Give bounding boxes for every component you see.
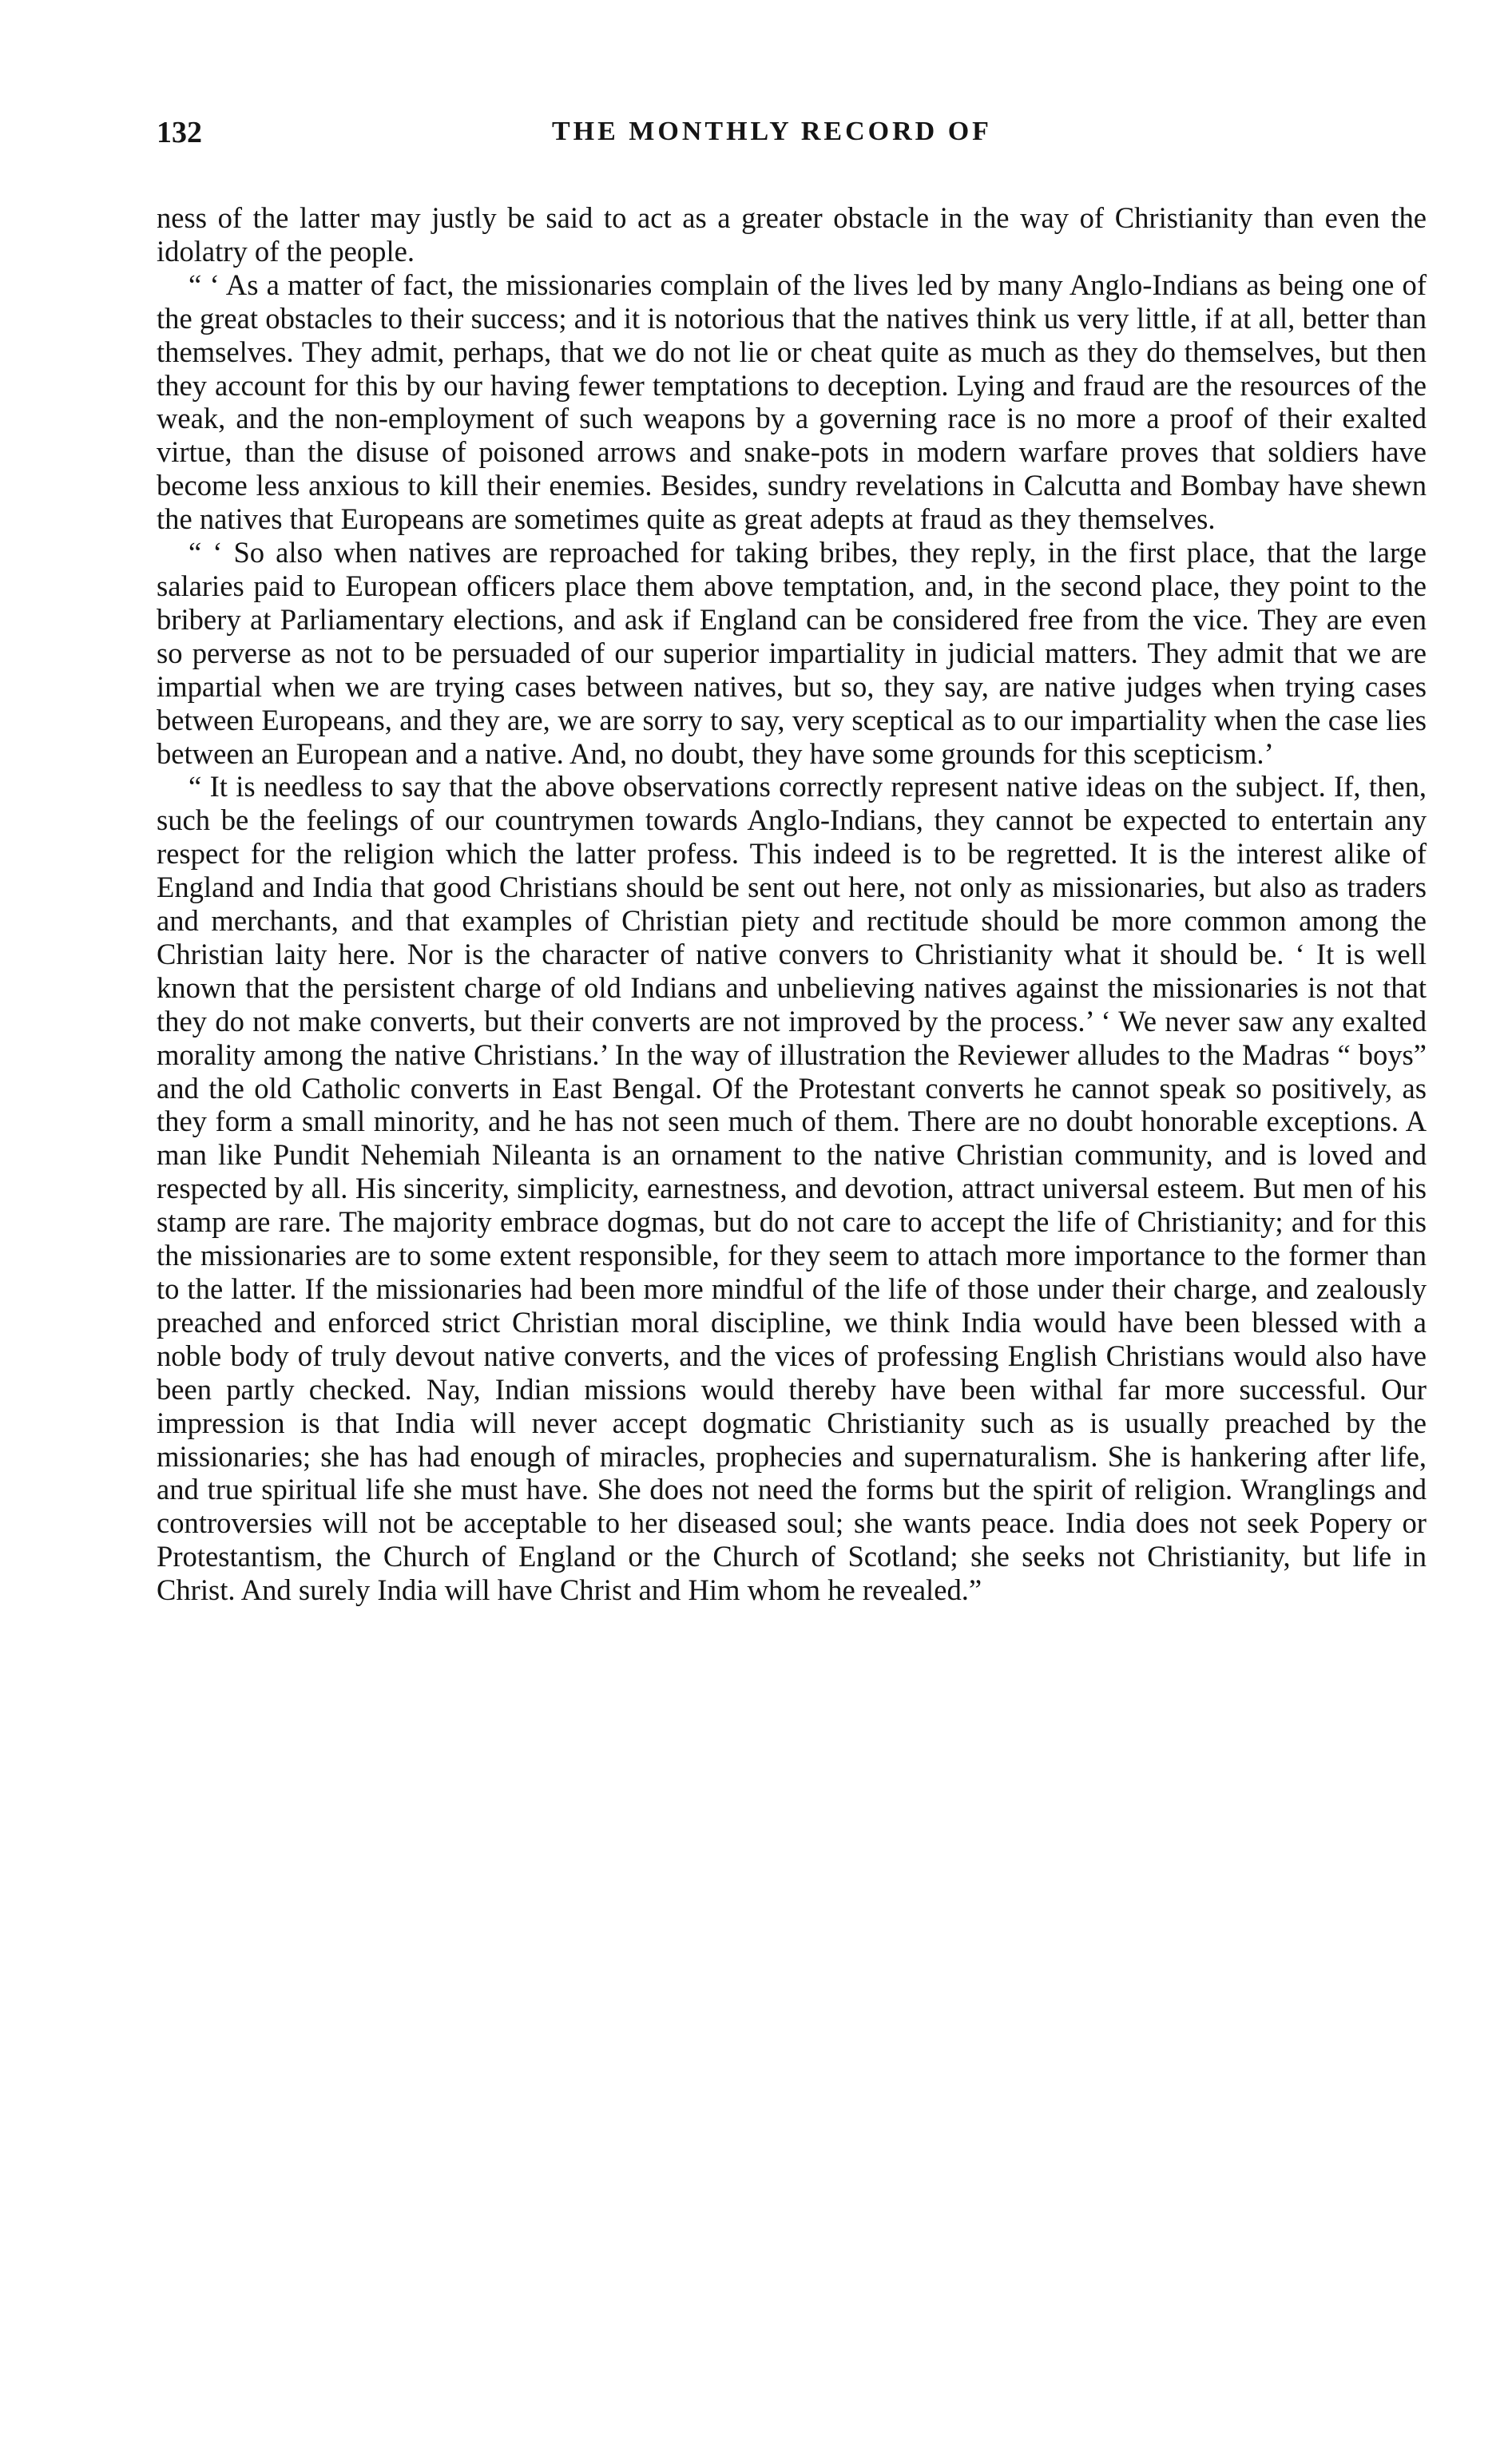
paragraph-bribes: “ ‘ So also when natives are reproached for taking bribes, they reply, in the first place, that the large salaries paid to European officers place them above temptation, and, in the second place, they point to the bribery at Parliamentary elections, and ask if England can be considered free from the vice. They are even so perverse as not to be persuaded of our superior impartiality in judicial matters. They admit that we are impartial when we are trying cases between natives, but so, they say, are native judges when trying cases between Europeans, and they are, we are sorry to say, very sceptical as to our impartiality when the case lies between an European and a native. And, no doubt, they have some grounds for this scepticism.’ xyxy=(157,536,1427,770)
paragraph-missionaries-complain: “ ‘ As a matter of fact, the missionaries complain of the lives led by many Anglo-Indians as being one of the great obstacles to their success; and it is notorious that the natives think us very little, if at all, better than themselves. They admit, perhaps, that we do not lie or cheat quite as much as they do themselves, but then they account for this by our having fewer temptations to deception. Lying and fraud are the resources of the weak, and the non-employment of such weapons by a governing race is no more a proof of their exalted virtue, than the disuse of poisoned arrows and snake-pots in modern warfare proves that soldiers have become less anxious to kill their enemies. Besides, sundry revelations in Calcutta and Bombay have shewn the natives that Europeans are sometimes quite as great adepts at fraud as they themselves. xyxy=(157,268,1427,536)
page-header xyxy=(157,115,1427,155)
body-text xyxy=(157,201,1427,1607)
paragraph-continuation: ness of the latter may justly be said to act as a greater obstacle in the way of Christianity than even the idolatry of the people. xyxy=(157,201,1427,268)
paragraph-native-ideas: “ It is needless to say that the above observations correctly represent native ideas on the subject. If, then, such be the feelings of our countrymen towards Anglo-Indians, they cannot be expected to entertain any respect for the religion which the latter profess. This indeed is to be regretted. It is the interest alike of England and India that good Christians should be sent out here, not only as missionaries, but also as traders and merchants, and that examples of Christian piety and rectitude should be more common among the Christian laity here. Nor is the character of native convers to Christianity what it should be. ‘ It is well known that the persistent charge of old Indians and unbelieving natives against the missionaries is not that they do not make converts, but their converts are not improved by the process.’ ‘ We never saw any exalted morality among the native Christians.’ In the way of illustration the Reviewer alludes to the Madras “ boys” and the old Catholic converts in East Bengal. Of the Protestant converts he cannot speak so positively, as they form a small minority, and he has not seen much of them. There are no doubt honorable exceptions. A man like Pundit Nehemiah Nileanta is an ornament to the native Christian community, and is loved and respected by all. His sincerity, simplicity, earnestness, and devotion, attract universal esteem. But men of his stamp are rare. The majority embrace dogmas, but do not care to accept the life of Christianity; and for this the missionaries are to some extent responsible, for they seem to attach more importance to the former than to the latter. If the missionaries had been more mindful of the life of those under their charge, and zealously preached and enforced strict Christian moral discipline, we think India would have been blessed with a noble body of truly devout native converts, and the vices of professing English Christians would also have been partly checked. Nay, Indian missions would thereby have been withal far more successful. Our impression is that India will never accept dogmatic Christianity such as is usually preached by the missionaries; she has had enough of miracles, prophecies and supernaturalism. She is hankering after life, and true spiritual life she must have. She does not need the forms but the spirit of religion. Wranglings and controversies will not be acceptable to her diseased soul; she wants peace. India does not seek Popery or Protestantism, the Church of England or the Church of Scotland; she seeks not Christianity, but life in Christ. And surely India will have Christ and Him whom he revealed.” xyxy=(157,770,1427,1607)
page-number: 132 xyxy=(157,116,202,149)
running-title: THE MONTHLY RECORD OF xyxy=(552,117,992,146)
